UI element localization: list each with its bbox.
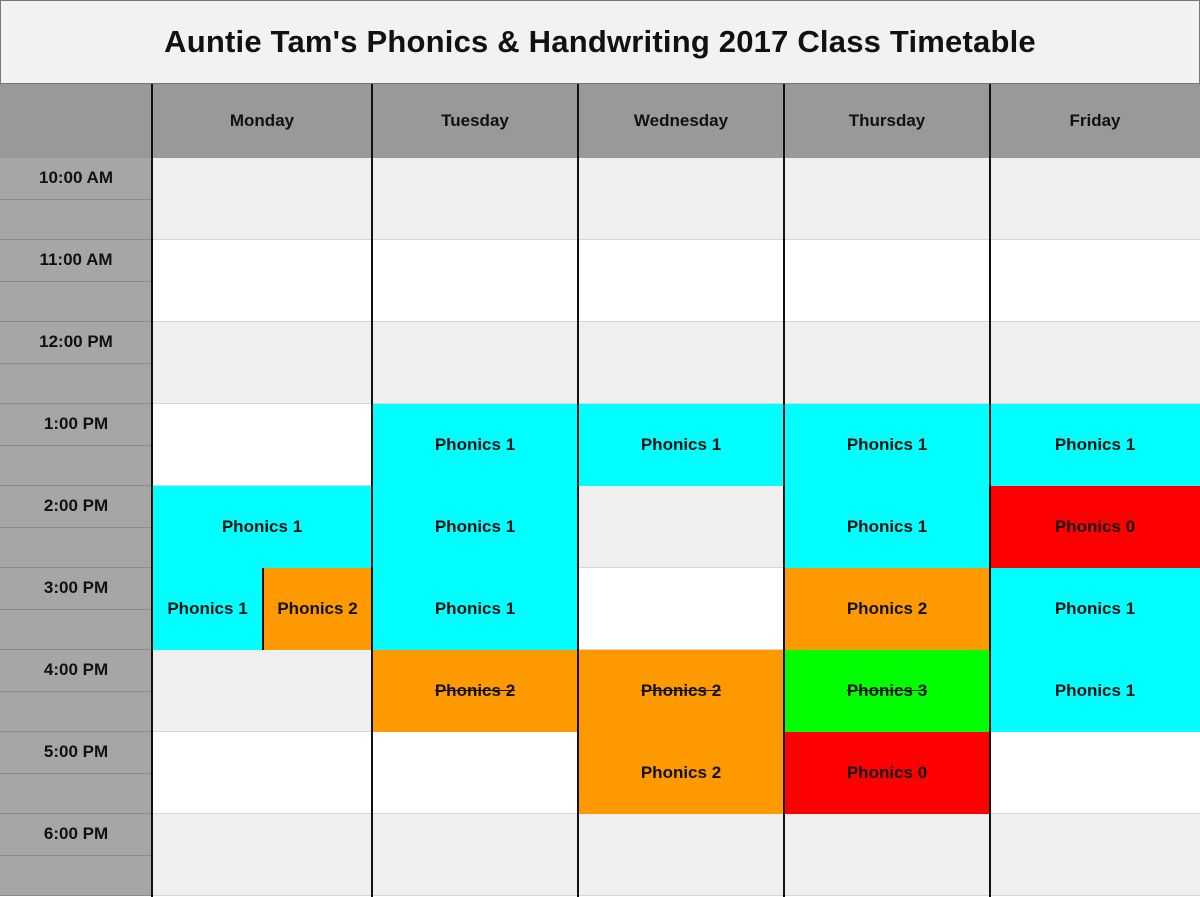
half-hour-line — [0, 363, 152, 364]
time-slot-cell — [0, 322, 152, 404]
class-label: Phonics 1 — [221, 517, 303, 536]
half-hour-line — [0, 281, 152, 282]
class-label: Phonics 1 — [1054, 435, 1136, 454]
class-block[interactable] — [578, 732, 784, 814]
class-block[interactable] — [990, 568, 1200, 650]
class-block[interactable] — [784, 486, 990, 568]
class-label: Phonics 0 — [846, 763, 928, 782]
corner-header-cell — [0, 84, 152, 158]
class-label: Phonics 1 — [846, 517, 928, 536]
title-bar — [0, 0, 1200, 84]
time-slot-cell — [0, 240, 152, 322]
class-block[interactable] — [578, 650, 784, 732]
time-label: 11:00 AM — [39, 250, 113, 269]
class-block[interactable] — [372, 404, 578, 486]
half-hour-line — [0, 609, 152, 610]
class-label: Phonics 0 — [1054, 517, 1136, 536]
time-slot-cell — [0, 568, 152, 650]
time-label: 6:00 PM — [43, 824, 109, 843]
class-label: Phonics 1 — [640, 435, 722, 454]
class-label: Phonics 2 — [640, 763, 722, 782]
time-label: 10:00 AM — [38, 168, 113, 187]
half-hour-line — [0, 855, 152, 856]
class-label: Phonics 2 — [640, 681, 722, 700]
half-hour-line — [0, 445, 152, 446]
page-title: Auntie Tam's Phonics & Handwriting 2017 Class Timetable — [164, 24, 1036, 59]
class-label: Phonics 3 — [846, 681, 928, 700]
class-label: Phonics 1 — [434, 517, 516, 536]
time-row — [0, 240, 1200, 322]
time-label: 1:00 PM — [43, 414, 109, 433]
time-slot-cell — [0, 732, 152, 814]
class-block[interactable] — [990, 486, 1200, 568]
timetable-grid — [0, 84, 1200, 897]
time-slot-cell — [0, 404, 152, 486]
class-label: Phonics 1 — [846, 435, 928, 454]
class-label: Phonics 1 — [1054, 681, 1136, 700]
column-divider — [371, 84, 373, 897]
class-label: Phonics 1 — [167, 599, 248, 618]
half-hour-line — [0, 773, 152, 774]
day-header-wednesday: Wednesday — [578, 84, 784, 158]
class-label: Phonics 2 — [434, 681, 516, 700]
class-block[interactable] — [152, 486, 372, 568]
time-label: 4:00 PM — [43, 660, 109, 679]
column-divider — [989, 84, 991, 897]
time-label: 12:00 PM — [39, 332, 113, 351]
class-block[interactable] — [784, 404, 990, 486]
class-block[interactable] — [990, 404, 1200, 486]
class-block[interactable] — [372, 650, 578, 732]
class-block[interactable] — [784, 568, 990, 650]
time-slot-cell — [0, 650, 152, 732]
time-row — [0, 158, 1200, 240]
half-hour-line — [0, 691, 152, 692]
split-divider — [262, 568, 264, 650]
day-header-tuesday: Tuesday — [372, 84, 578, 158]
time-slot-cell — [0, 814, 152, 896]
class-label: Phonics 1 — [434, 599, 516, 618]
column-divider — [151, 84, 153, 897]
class-label: Phonics 2 — [846, 599, 928, 618]
column-divider — [783, 84, 785, 897]
time-row — [0, 322, 1200, 404]
day-header-monday: Monday — [152, 84, 372, 158]
class-block[interactable] — [578, 404, 784, 486]
class-label: Phonics 1 — [1054, 599, 1136, 618]
time-row — [0, 814, 1200, 896]
class-label: Phonics 1 — [434, 435, 516, 454]
class-label: Phonics 2 — [277, 599, 358, 618]
time-label: 2:00 PM — [43, 496, 109, 515]
class-block[interactable] — [152, 568, 263, 650]
day-header-thursday: Thursday — [784, 84, 990, 158]
day-header-friday: Friday — [990, 84, 1200, 158]
class-block[interactable] — [784, 732, 990, 814]
time-label: 5:00 PM — [43, 742, 109, 761]
class-block[interactable] — [372, 486, 578, 568]
half-hour-line — [0, 199, 152, 200]
half-hour-line — [0, 527, 152, 528]
column-divider — [577, 84, 579, 897]
class-block[interactable] — [263, 568, 372, 650]
class-block[interactable] — [990, 650, 1200, 732]
class-block[interactable] — [372, 568, 578, 650]
time-slot-cell — [0, 158, 152, 240]
time-slot-cell — [0, 486, 152, 568]
time-label: 3:00 PM — [43, 578, 109, 597]
class-block[interactable] — [784, 650, 990, 732]
